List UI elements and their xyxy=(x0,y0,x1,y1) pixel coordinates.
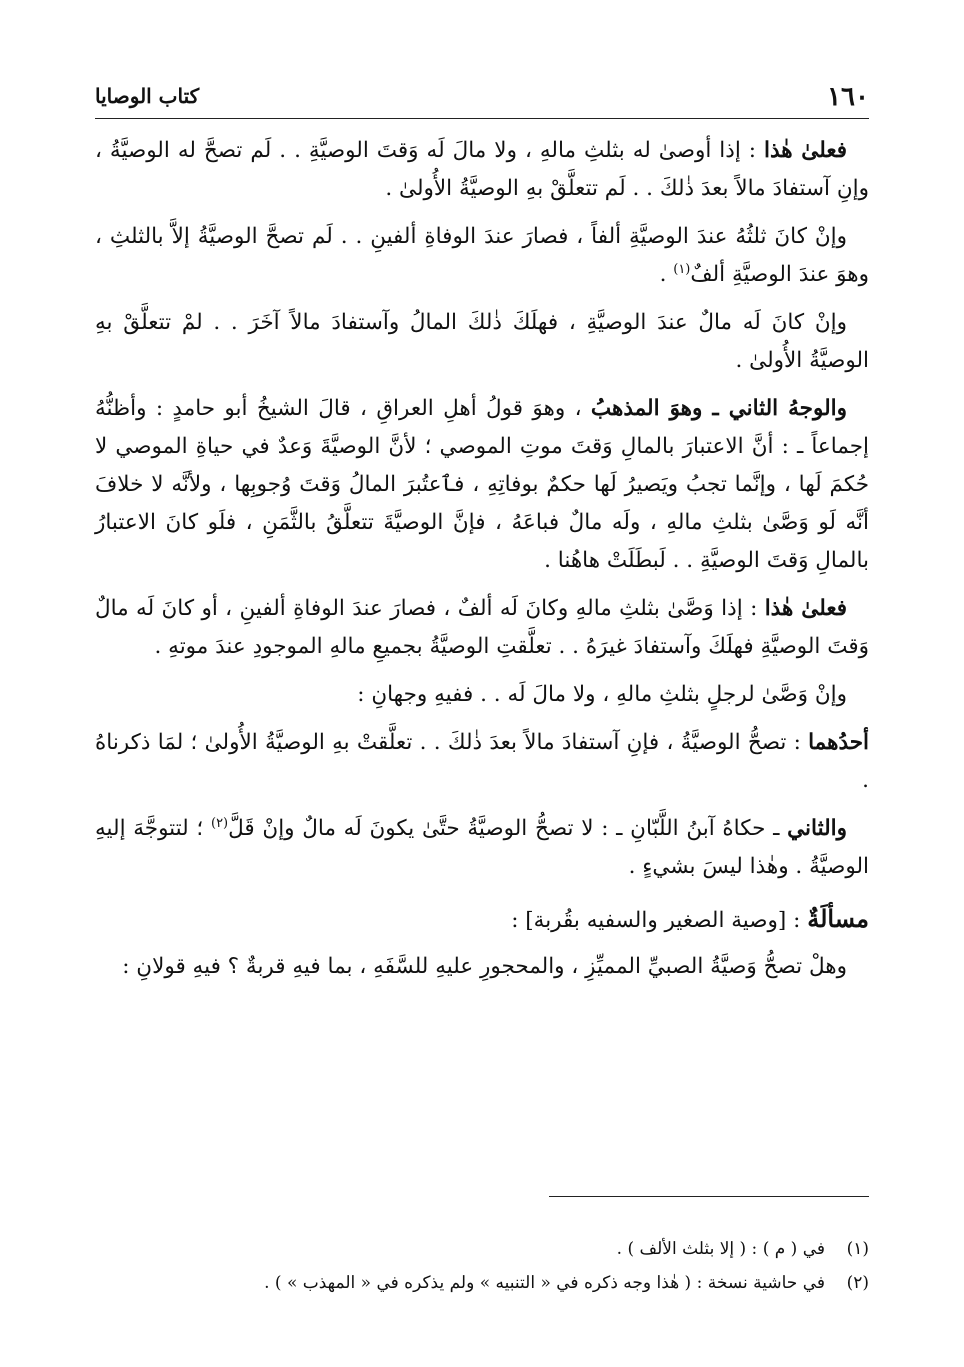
paragraph xyxy=(95,676,869,714)
footnote-text: في ( م ) : ( إلا بثلث الألف ) . xyxy=(616,1239,825,1259)
page-header xyxy=(95,72,869,119)
paragraph xyxy=(95,590,869,666)
paragraph-tail: . xyxy=(659,262,674,287)
paragraph xyxy=(95,810,869,886)
paragraph-lead: فعلىٰ هٰذا xyxy=(764,138,847,163)
paragraph xyxy=(95,390,869,580)
paragraph-text: : إذا أوصىٰ له بثلثِ مالهِ ، ولا مالَ لَه وَقتَ الوصيَّةِ . . لَم تصحَّ له الوصيَّةُ ، وإنِ آستفادَ مالاً بعدَ ذٰلكَ . . لَم تتعلَّقْ بهِ الوصيَّةُ الأُولىٰ . xyxy=(95,138,869,201)
footnote-divider xyxy=(549,1196,869,1197)
paragraph-text: وإنْ كانَ ثلثُهُ عندَ الوصيَّةِ ألفاً ، فصارَ عندَ الوفاةِ ألفينِ . . لَم تصحَّ الوصيَّةُ إلاَّ بالثلثِ ، وهوَ عندَ الوصيَّةِ ألفٌ xyxy=(95,224,869,287)
paragraph-text: : تصحُّ الوصيَّةُ ، فإنِ آستفادَ مالاً بعدَ ذٰلكَ . . تعلَّقتْ بهِ الوصيَّةُ الأُولىٰ ؛ لمَا ذكرناهُ . xyxy=(95,730,869,793)
paragraph-lead: والثاني xyxy=(787,816,847,841)
page-number: ١٦٠ xyxy=(827,82,869,112)
footnote-number: (٢) xyxy=(846,1273,869,1293)
footnote-number: (١) xyxy=(846,1239,869,1259)
paragraph-lead: فعلىٰ هٰذا xyxy=(764,596,847,621)
paragraph-lead: أحدُهما xyxy=(808,730,869,755)
paragraph xyxy=(95,948,869,986)
paragraph-text: وإنْ كانَ لَه مالٌ عندَ الوصيَّةِ ، فهلَكَ ذٰلكَ المالُ وآستفادَ مالاً آخَرَ . . لمْ تتعلَّقْ بهِ الوصيَّةُ الأُولىٰ . xyxy=(95,310,869,373)
paragraph xyxy=(95,304,869,380)
issue-label: مسألَةٌ xyxy=(807,904,869,933)
footnote-ref[interactable]: (١) xyxy=(673,261,691,277)
paragraph-text: ، وهوَ قولُ أهلِ العراقِ ، قالَ الشيخُ أبو حامدٍ : وأظنُّهُ إجماعاً ـ : أنَّ الاعتبارَ بالمالِ وَقتَ موتِ الموصي ؛ لأنَّ الوصيَّةَ وَعدٌ في حياةِ الموصي لا حُكمَ لَها ، وإنَّما تجبُ ويَصيرُ لَها حكمٌ بوفاتِهِ ، فٱعتُبرَ المالُ وَقتَ وُجوبِها ، ولأنَّه لا خلافَ أنَّه لَو وَصَّىٰ بثلثِ مالهِ ، ولَه مالٌ فباعَهُ ، فإنَّ الوصيَّةَ تتعلَّقُ بالثَّمَنِ ، فلَو كانَ الاعتبارُ بالمالِ وَقتَ الوصيَّةِ . . لَبطَلَتْ هاهُنا . xyxy=(95,396,869,573)
footnotes xyxy=(95,1232,869,1300)
footnote-text: في حاشية نسخة : ( هٰذا وجه ذكره في « التنبيه » ولم يذكره في « المهذب » ) . xyxy=(264,1273,825,1293)
paragraph-text: وهلْ تصحُّ وَصيَّةُ الصبيِّ المميِّزِ ، والمحجورِ عليهِ للسَّفَهِ ، بما فيهِ قربةٌ ؟ فيهِ قولانِ : xyxy=(122,954,847,979)
paragraph xyxy=(95,218,869,294)
footnote xyxy=(95,1232,869,1266)
footnote xyxy=(95,1266,869,1300)
issue-heading xyxy=(95,900,869,940)
paragraph xyxy=(95,724,869,800)
paragraph-text: وإنْ وَصَّىٰ لرجلٍ بثلثِ مالهِ ، ولا مالَ لَه . . ففيهِ وجهانِ : xyxy=(357,682,847,707)
paragraph-lead: والوجهُ الثاني ـ وهوَ المذهبُ xyxy=(590,396,847,421)
paragraph xyxy=(95,132,869,208)
paragraph-text: : إذا وَصَّىٰ بثلثِ مالهِ وكانَ لَه ألفٌ ، فصارَ عندَ الوفاةِ ألفينِ ، أو كانَ لَه مالٌ وَقتَ الوصيَّةِ فهلَكَ وآستفادَ غيرَهُ . . تعلَّقتِ الوصيَّةُ بجميعِ مالهِ الموجودِ عندَ موتهِ . xyxy=(95,596,869,659)
main-text xyxy=(95,132,869,996)
issue-title: : [وصية الصغير والسفيه بقُربة] : xyxy=(511,908,808,933)
paragraph-tail: ؛ لتتوجَّهَ إليهِ الوصيَّةُ . وهٰذا ليسَ بشيءٍ . xyxy=(95,816,869,879)
paragraph-text: ـ حكاهُ آبنُ اللَّبّانِ ـ : لا تصحُّ الوصيَّةُ حتَّىٰ يكونَ لَه مالٌ وإنْ قَلَّ xyxy=(228,816,788,841)
footnote-ref[interactable]: (٢) xyxy=(210,815,229,831)
book-title: كتاب الوصايا xyxy=(95,84,200,108)
